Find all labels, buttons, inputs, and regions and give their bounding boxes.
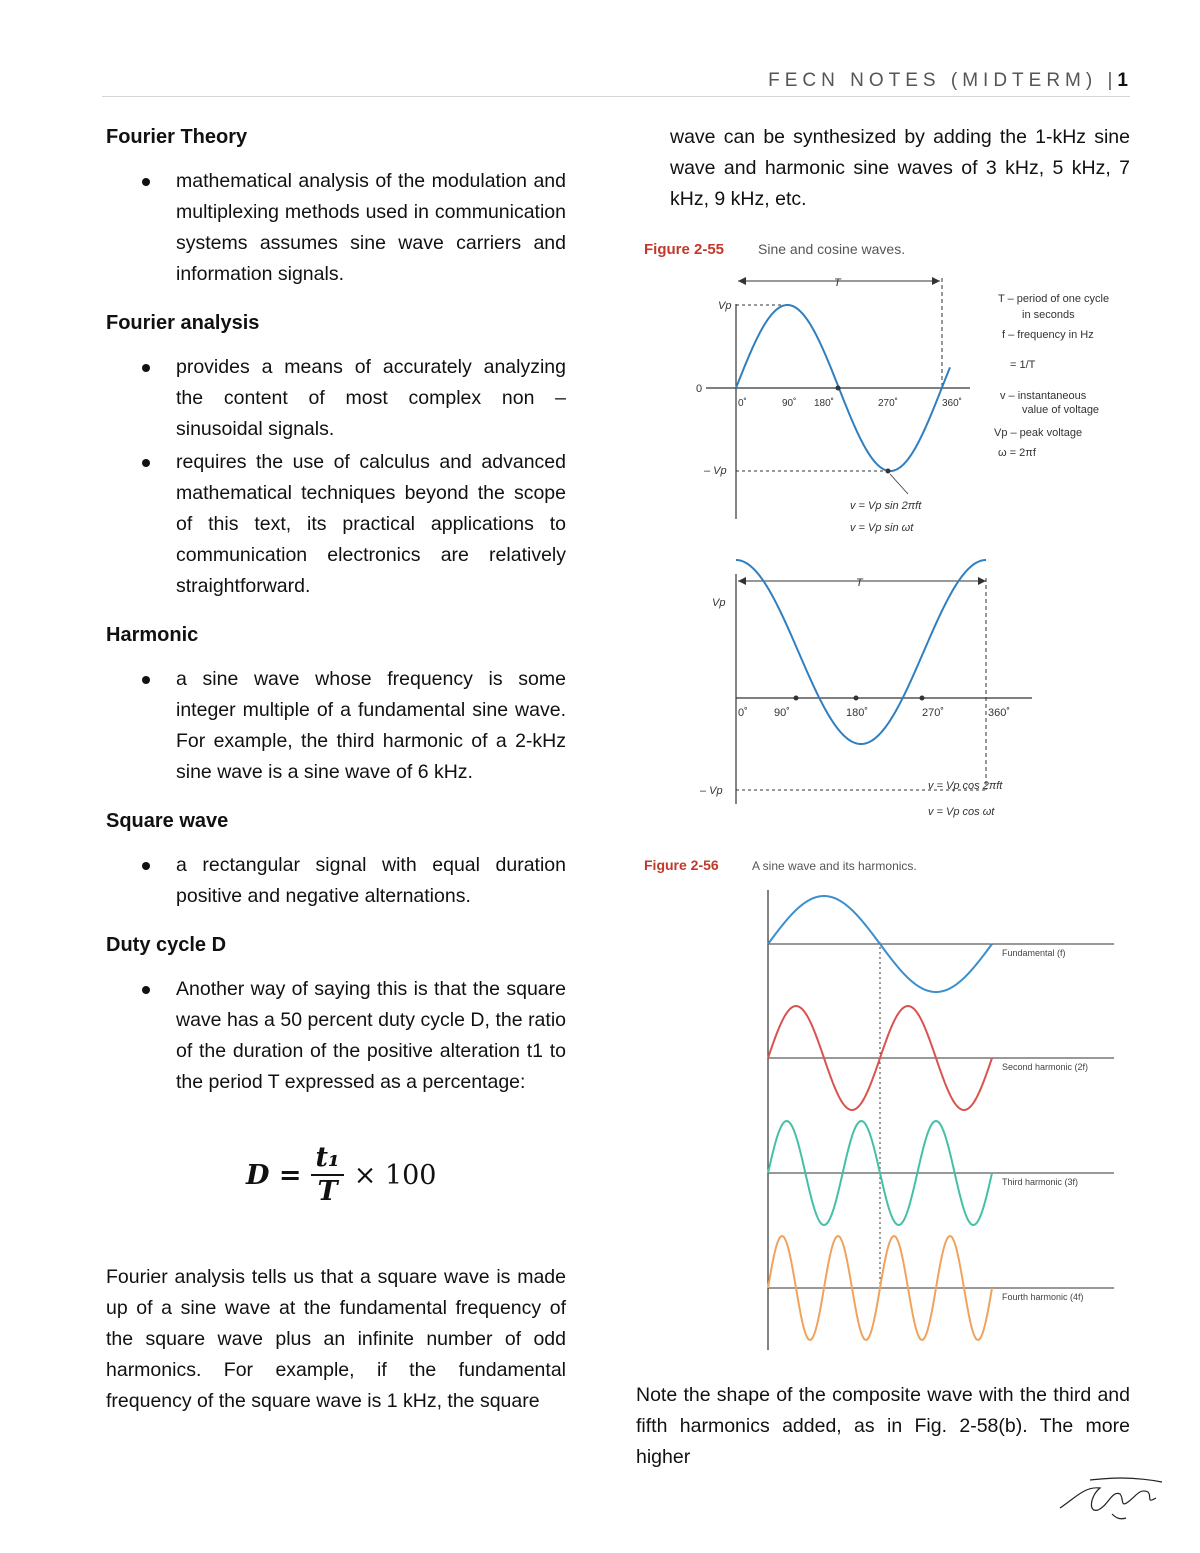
cosine-plot [699, 560, 1032, 818]
sine-tick-180: 180˚ [814, 398, 835, 409]
fig56-label: Figure 2-56 [644, 857, 719, 873]
fundamental-label: Fundamental (f) [1002, 948, 1066, 958]
fig56-caption: A sine wave and its harmonics. [752, 859, 917, 873]
left-column [106, 122, 566, 1417]
page-number: 1 [1117, 70, 1130, 91]
section-harmonic [106, 620, 566, 788]
legend-line: value of voltage [1022, 404, 1100, 416]
right-column [636, 122, 1130, 215]
fourth-harmonic-label: Fourth harmonic (4f) [1002, 1292, 1084, 1302]
bullet-item: Another way of saying this is that the square wave has a 50 percent duty cycle D, the ratio of the duration of the positive alteration t1 to the period T expressed as a percentage: [106, 974, 566, 1098]
bullet-item: a rectangular signal with equal duration positive and negative alternations. [106, 850, 566, 912]
cosine-tick-0: 0˚ [738, 707, 748, 719]
formula-fraction [311, 1142, 343, 1208]
header-title: FECN NOTES (MIDTERM) [768, 70, 1098, 91]
section-square-wave [106, 806, 566, 912]
cosine-equation-1: v = Vp cos 2πft [928, 780, 1003, 792]
figure-2-55 [640, 234, 1140, 824]
section-title: Fourier analysis [106, 312, 260, 334]
fourier-square-wave-paragraph: Fourier analysis tells us that a square wave is made up of a sine wave at the fundamental frequency of the square wave plus an infinite number of odd harmonics. For example, if the fundamental frequency of the square wave is 1 kHz, the square [106, 1266, 566, 1412]
sine-tick-0: 0˚ [738, 398, 747, 409]
section-fourier-theory [106, 122, 566, 290]
legend-line: T – period of one cycle [998, 293, 1110, 305]
cosine-tick-360: 360˚ [988, 707, 1011, 719]
section-title: Harmonic [106, 624, 199, 646]
legend-line: ω = 2πf [998, 447, 1036, 459]
cosine-period-label: T [856, 577, 863, 589]
duty-cycle-formula [106, 1142, 566, 1208]
figure-2-56 [640, 850, 1140, 1360]
formula-lhs: D = [246, 1159, 302, 1191]
section-title: Duty cycle D [106, 934, 227, 956]
section-title: Fourier Theory [106, 126, 248, 148]
section-duty-cycle [106, 930, 566, 1098]
fig55-label: Figure 2-55 [644, 241, 725, 258]
sine-equation-2: v = Vp sin ωt [850, 522, 914, 534]
signature [1050, 1468, 1170, 1528]
legend-line: f – frequency in Hz [1002, 329, 1094, 341]
closing-paragraph: Note the shape of the composite wave with the third and fifth harmonics added, as in Fig. 2-58(b). The more higher [636, 1384, 1130, 1468]
sine-vp-label: Vp [718, 300, 732, 312]
formula-denominator: T [317, 1176, 338, 1207]
sine-neg-vp-label: – Vp [704, 465, 727, 477]
third-harmonic-label: Third harmonic (3f) [1002, 1177, 1079, 1187]
legend-line: in seconds [1022, 309, 1075, 321]
sine-tick-360: 360˚ [942, 398, 963, 409]
formula-numerator: t₁ [311, 1142, 343, 1176]
bullet-item: mathematical analysis of the modulation and multiplexing methods used in communication systems assumes sine wave carriers and information signals. [106, 166, 566, 290]
intro-paragraph: wave can be synthesized by adding the 1-kHz sine wave and harmonic sine waves of 3 kHz, 5 kHz, 7 kHz, 9 kHz, etc. [670, 126, 1130, 210]
signature-stroke [1060, 1478, 1162, 1519]
sine-plot [696, 277, 970, 534]
cosine-neg-vp-label: – Vp [700, 785, 723, 797]
bullet-item: provides a means of accurately analyzing the content of most complex non – sinusoidal signals. [106, 352, 566, 445]
cosine-tick-270: 270˚ [922, 707, 945, 719]
cosine-vp-label: Vp [712, 597, 726, 609]
second-harmonic-label: Second harmonic (2f) [1002, 1062, 1089, 1072]
bullet-item: a sine wave whose frequency is some integer multiple of a fundamental sine wave. For example, the third harmonic of a 2-kHz sine wave is a sine wave of 6 kHz. [106, 664, 566, 788]
sine-equation-1: v = Vp sin 2πft [850, 500, 922, 512]
legend-line: v – instantaneous [1000, 390, 1087, 402]
header-text [768, 70, 1130, 92]
fig55-caption: Sine and cosine waves. [758, 241, 906, 257]
section-fourier-analysis [106, 308, 566, 602]
cosine-tick-180: 180˚ [846, 707, 869, 719]
legend-line: Vp – peak voltage [994, 427, 1083, 439]
sine-tick-90: 90˚ [782, 398, 797, 409]
cosine-equation-2: v = Vp cos ωt [928, 806, 995, 818]
legend-line: = 1/T [1010, 359, 1036, 371]
fig55-legend [994, 293, 1109, 459]
formula-rhs: × 100 [353, 1159, 437, 1191]
harmonics-group [768, 896, 1114, 1340]
sine-period-label: T [834, 277, 841, 289]
sine-zero-label: 0 [696, 383, 703, 395]
header-separator: | [1107, 70, 1118, 91]
section-title: Square wave [106, 810, 229, 832]
bullet-item: requires the use of calculus and advanced mathematical techniques beyond the scope of this text, its practical applications to communication electronics are relatively straightforward. [106, 447, 566, 602]
cosine-tick-90: 90˚ [774, 707, 790, 719]
page-header [102, 70, 1130, 97]
sine-tick-270: 270˚ [878, 398, 899, 409]
